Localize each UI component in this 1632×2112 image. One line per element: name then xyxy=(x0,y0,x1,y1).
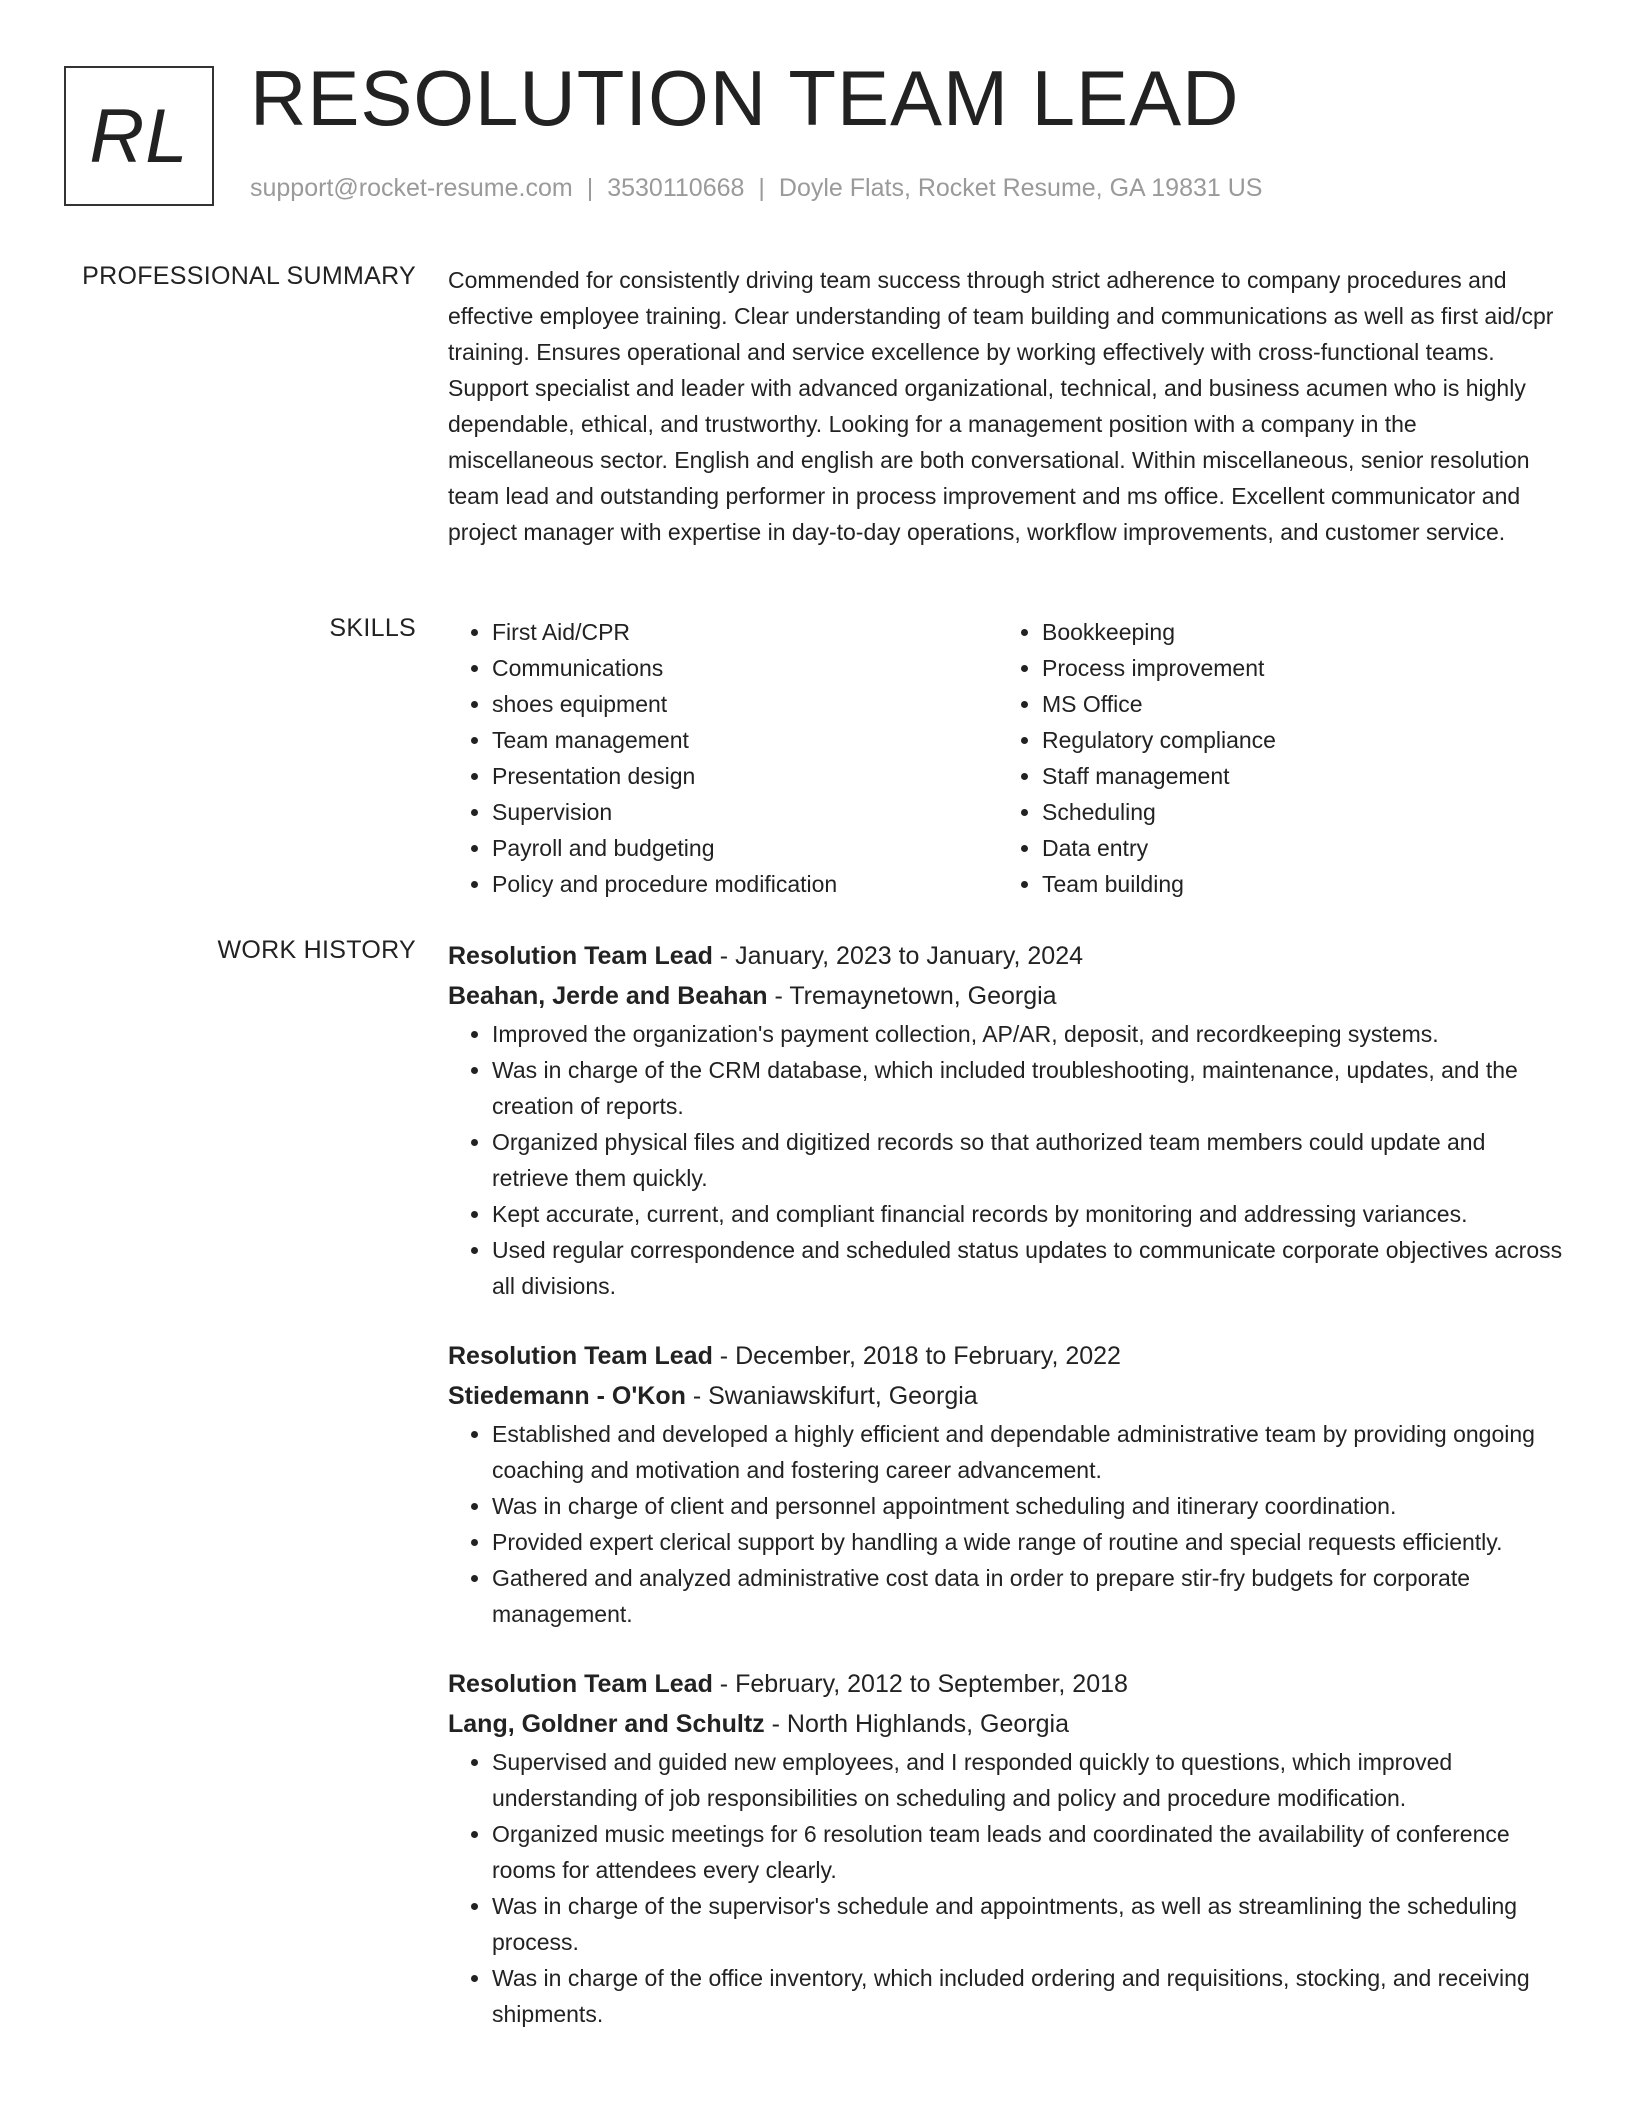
job-dates: - January, 2023 to January, 2024 xyxy=(712,942,1084,970)
job-title-line xyxy=(448,1336,1566,1376)
job-dates: - December, 2018 to February, 2022 xyxy=(712,1342,1121,1370)
skill-item: • Process improvement xyxy=(1042,650,1548,686)
job-bullet: • Established and developed a highly efficient and dependable administrative team by providing ongoing coaching and motivation and fostering career advancement. xyxy=(492,1416,1566,1488)
job-location: - North Highlands, Georgia xyxy=(764,1710,1069,1738)
job-bullet: • Improved the organization's payment collection, AP/AR, deposit, and recordkeeping systems. xyxy=(492,1016,1566,1052)
summary-text: Commended for consistently driving team success through strict adherence to company procedures and effective employee training. Clear understanding of team building and communications as well as first aid/cpr training. Ensures operational and service excellence by working effectively with cross-functional teams. Support specialist and leader with advanced organizational, technical, and business acumen who is highly dependable, ethical, and trustworthy. Looking for a management position with a company in the miscellaneous sector. English and english are both conversational. Within miscellaneous, senior resolution team lead and outstanding performer in process improvement and ms office. Excellent communicator and project manager with expertise in day-to-day operations, workflow improvements, and customer service. xyxy=(448,267,1554,545)
skills-column-right xyxy=(998,614,1548,902)
contact-phone: 3530110668 xyxy=(607,174,745,202)
job-bullet-list xyxy=(448,1744,1566,2032)
job-company: Stiedemann - O'Kon xyxy=(448,1382,686,1410)
skill-item: • Presentation design xyxy=(492,758,998,794)
job-company-line xyxy=(448,1376,1566,1416)
skill-item: • Staff management xyxy=(1042,758,1548,794)
job-bullet: • Was in charge of the CRM database, which included troubleshooting, maintenance, updates, and the creation of reports. xyxy=(492,1052,1566,1124)
contact-email: support@rocket-resume.com xyxy=(250,174,573,202)
contact-separator: | xyxy=(586,174,594,202)
skills-heading: SKILLS xyxy=(329,614,416,642)
job-location: - Tremaynetown, Georgia xyxy=(767,982,1057,1010)
job-title-line xyxy=(448,1664,1566,1704)
contact-address: Doyle Flats, Rocket Resume, GA 19831 US xyxy=(778,174,1263,202)
skills-column-left xyxy=(448,614,998,902)
skill-item: • Scheduling xyxy=(1042,794,1548,830)
skill-item: • MS Office xyxy=(1042,686,1548,722)
skill-item: • First Aid/CPR xyxy=(492,614,998,650)
job-bullet: • Was in charge of client and personnel appointment scheduling and itinerary coordination. xyxy=(492,1488,1566,1524)
job-company: Beahan, Jerde and Beahan xyxy=(448,982,768,1010)
skill-item: • Regulatory compliance xyxy=(1042,722,1548,758)
job-bullet: • Organized physical files and digitized records so that authorized team members could update and retrieve them quickly. xyxy=(492,1124,1566,1196)
skill-item: • Bookkeeping xyxy=(1042,614,1548,650)
job-bullet: • Organized music meetings for 6 resolution team leads and coordinated the availability of conference rooms for attendees every clearly. xyxy=(492,1816,1566,1888)
skill-item: • Team management xyxy=(492,722,998,758)
skills-list-right xyxy=(998,614,1548,902)
skill-item: • shoes equipment xyxy=(492,686,998,722)
monogram-badge: RL xyxy=(64,66,214,206)
skills-grid xyxy=(448,614,1566,902)
summary-heading: PROFESSIONAL SUMMARY xyxy=(82,262,416,290)
skills-list-left xyxy=(448,614,998,902)
job-company: Lang, Goldner and Schultz xyxy=(448,1710,765,1738)
job-bullet: • Was in charge of the office inventory, which included ordering and requisitions, stocking, and receiving shipments. xyxy=(492,1960,1566,2032)
job-bullet-list xyxy=(448,1416,1566,1632)
skill-item: • Communications xyxy=(492,650,998,686)
skill-item: • Policy and procedure modification xyxy=(492,866,998,902)
job-bullet: • Supervised and guided new employees, and I responded quickly to questions, which improved understanding of job responsibilities on scheduling and policy and procedure modification. xyxy=(492,1744,1566,1816)
skills-body xyxy=(448,614,1566,902)
job-bullet: • Provided expert clerical support by handling a wide range of routine and special requests efficiently. xyxy=(492,1524,1566,1560)
work-history-body xyxy=(448,936,1566,2064)
job-entry xyxy=(448,1664,1566,2032)
job-entry xyxy=(448,936,1566,1304)
job-bullet: • Gathered and analyzed administrative cost data in order to prepare stir-fry budgets for corporate management. xyxy=(492,1560,1566,1632)
job-bullet: • Kept accurate, current, and compliant financial records by monitoring and addressing variances. xyxy=(492,1196,1566,1232)
skill-item: • Supervision xyxy=(492,794,998,830)
job-company-line xyxy=(448,1704,1566,1744)
summary-body xyxy=(448,262,1566,550)
job-role: Resolution Team Lead xyxy=(448,1342,713,1370)
skill-item: • Payroll and budgeting xyxy=(492,830,998,866)
job-role: Resolution Team Lead xyxy=(448,1670,713,1698)
job-bullet: • Was in charge of the supervisor's schedule and appointments, as well as streamlining the scheduling process. xyxy=(492,1888,1566,1960)
skill-item: • Data entry xyxy=(1042,830,1548,866)
job-role: Resolution Team Lead xyxy=(448,942,713,970)
job-company-line xyxy=(448,976,1566,1016)
job-entry xyxy=(448,1336,1566,1632)
job-dates: - February, 2012 to September, 2018 xyxy=(712,1670,1128,1698)
skill-item: • Team building xyxy=(1042,866,1548,902)
job-location: - Swaniawskifurt, Georgia xyxy=(685,1382,978,1410)
resume-name: RESOLUTION TEAM LEAD xyxy=(250,54,1240,142)
work-history-heading: WORK HISTORY xyxy=(217,936,416,964)
contact-separator: | xyxy=(758,174,765,202)
contact-line xyxy=(250,174,1262,203)
job-bullet: • Used regular correspondence and scheduled status updates to communicate corporate objectives across all divisions. xyxy=(492,1232,1566,1304)
job-title-line xyxy=(448,936,1566,976)
job-bullet-list xyxy=(448,1016,1566,1304)
